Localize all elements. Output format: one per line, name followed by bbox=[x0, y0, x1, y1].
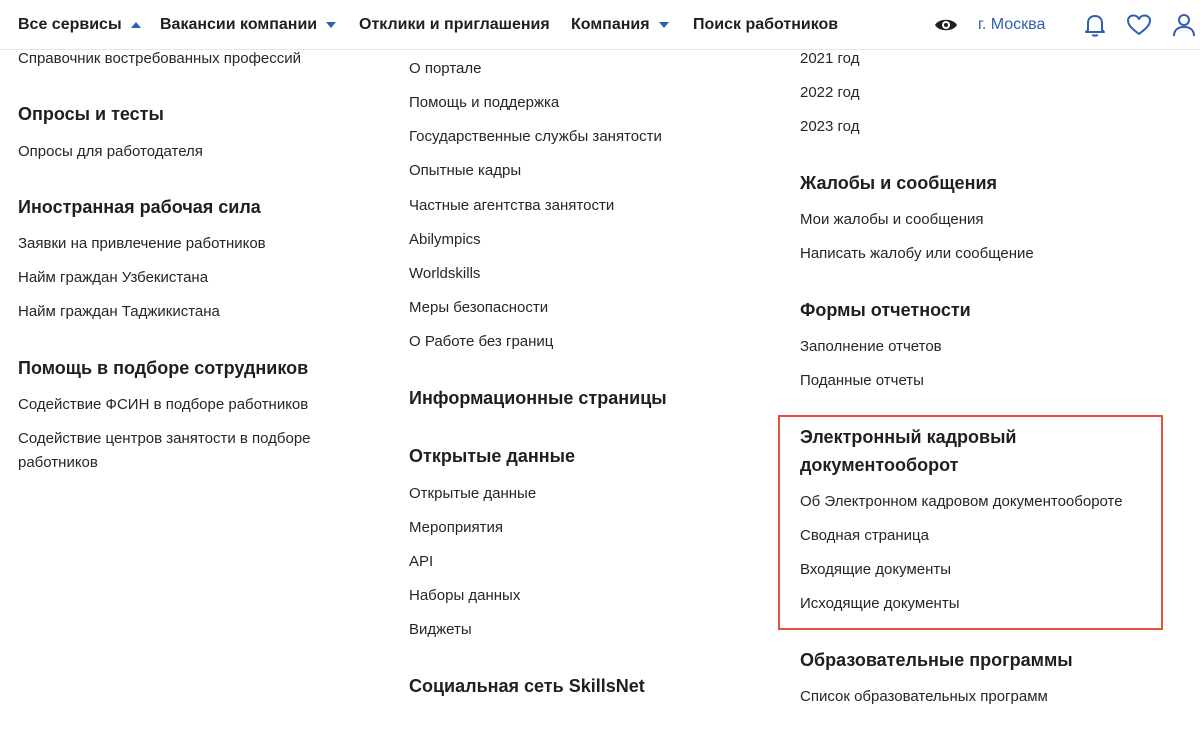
heading-edo-line2: документооборот bbox=[800, 455, 959, 475]
heading-info-pages[interactable]: Информационные страницы bbox=[409, 388, 667, 408]
eye-icon[interactable] bbox=[934, 15, 958, 40]
link-api[interactable]: API bbox=[409, 553, 434, 570]
link-events[interactable]: Мероприятия bbox=[409, 519, 504, 536]
caret-down-icon bbox=[658, 21, 670, 29]
link-employment-centers-assistance[interactable] bbox=[18, 427, 358, 475]
nav-search-workers-label: Поиск работников bbox=[693, 16, 839, 33]
link-about-work-without-borders[interactable]: О Работе без границ bbox=[409, 333, 554, 350]
user-icon[interactable] bbox=[1172, 12, 1196, 43]
nav-vacancies[interactable] bbox=[160, 16, 337, 34]
heading-education-programs: Образовательные программы bbox=[800, 650, 1073, 670]
link-incoming-documents[interactable]: Входящие документы bbox=[800, 561, 952, 578]
link-about-edo[interactable]: Об Электронном кадровом документообороте bbox=[800, 493, 1123, 510]
link-private-agencies[interactable]: Частные агентства занятости bbox=[409, 197, 615, 214]
heading-foreign-workforce: Иностранная рабочая сила bbox=[18, 197, 261, 217]
link-datasets[interactable]: Наборы данных bbox=[409, 587, 521, 604]
link-experienced-staff[interactable]: Опытные кадры bbox=[409, 162, 522, 179]
link-abilympics[interactable]: Abilympics bbox=[409, 231, 481, 248]
nav-company[interactable] bbox=[571, 16, 670, 34]
heading-recruitment-help: Помощь в подборе сотрудников bbox=[18, 358, 309, 378]
heading-complaints: Жалобы и сообщения bbox=[800, 173, 998, 193]
link-worldskills[interactable]: Worldskills bbox=[409, 265, 481, 282]
heading-edo-line1: Электронный кадровый bbox=[800, 427, 1017, 447]
heading-skillsnet[interactable]: Социальная сеть SkillsNet bbox=[409, 676, 645, 696]
link-employment-centers-line2: работников bbox=[18, 454, 98, 471]
heading-open-data: Открытые данные bbox=[409, 446, 575, 466]
link-help-support[interactable]: Помощь и поддержка bbox=[409, 94, 560, 111]
nav-search-workers[interactable] bbox=[693, 16, 838, 34]
city-selector[interactable]: г. Москва bbox=[978, 16, 1046, 33]
link-submitted-reports[interactable]: Поданные отчеты bbox=[800, 372, 924, 389]
caret-up-icon bbox=[130, 21, 142, 29]
link-state-employment-services[interactable]: Государственные службы занятости bbox=[409, 128, 662, 145]
link-fill-reports[interactable]: Заполнение отчетов bbox=[800, 338, 942, 355]
link-summary-page[interactable]: Сводная страница bbox=[800, 527, 929, 544]
link-outgoing-documents[interactable]: Исходящие документы bbox=[800, 595, 960, 612]
link-hire-tajikistan[interactable]: Найм граждан Таджикистана bbox=[18, 303, 220, 320]
nav-vacancies-label: Вакансии компании bbox=[160, 16, 318, 33]
nav-all-services-label: Все сервисы bbox=[18, 16, 122, 33]
link-hire-uzbekistan[interactable]: Найм граждан Узбекистана bbox=[18, 269, 209, 286]
link-professions-reference[interactable]: Справочник востребованных профессий bbox=[18, 50, 302, 67]
link-foreign-requests[interactable]: Заявки на привлечение работников bbox=[18, 235, 266, 252]
heading-report-forms: Формы отчетности bbox=[800, 300, 971, 320]
link-widgets[interactable]: Виджеты bbox=[409, 621, 472, 638]
link-safety-measures[interactable]: Меры безопасности bbox=[409, 299, 549, 316]
link-education-programs-list[interactable]: Список образовательных программ bbox=[800, 688, 1048, 705]
nav-all-services[interactable] bbox=[18, 16, 142, 34]
link-employment-centers-line1: Содействие центров занятости в подборе bbox=[18, 430, 311, 447]
top-navigation-bar bbox=[0, 0, 1200, 50]
link-fsin-assistance[interactable]: Содействие ФСИН в подборе работников bbox=[18, 396, 309, 413]
link-about-portal[interactable]: О портале bbox=[409, 60, 482, 77]
link-year-2022[interactable]: 2022 год bbox=[800, 84, 860, 101]
link-my-complaints[interactable]: Мои жалобы и сообщения bbox=[800, 211, 984, 228]
bell-icon[interactable] bbox=[1083, 12, 1107, 43]
link-write-complaint[interactable]: Написать жалобу или сообщение bbox=[800, 245, 1034, 262]
link-year-2021[interactable]: 2021 год bbox=[800, 50, 860, 67]
caret-down-icon bbox=[325, 21, 337, 29]
link-open-data[interactable]: Открытые данные bbox=[409, 485, 537, 502]
nav-company-label: Компания bbox=[571, 16, 650, 33]
nav-responses[interactable] bbox=[359, 16, 550, 34]
link-employer-surveys[interactable]: Опросы для работодателя bbox=[18, 143, 203, 160]
nav-responses-label: Отклики и приглашения bbox=[359, 16, 550, 33]
heading-edo bbox=[800, 423, 1017, 479]
heading-surveys: Опросы и тесты bbox=[18, 104, 164, 124]
link-year-2023[interactable]: 2023 год bbox=[800, 118, 860, 135]
heart-icon[interactable] bbox=[1126, 12, 1152, 43]
